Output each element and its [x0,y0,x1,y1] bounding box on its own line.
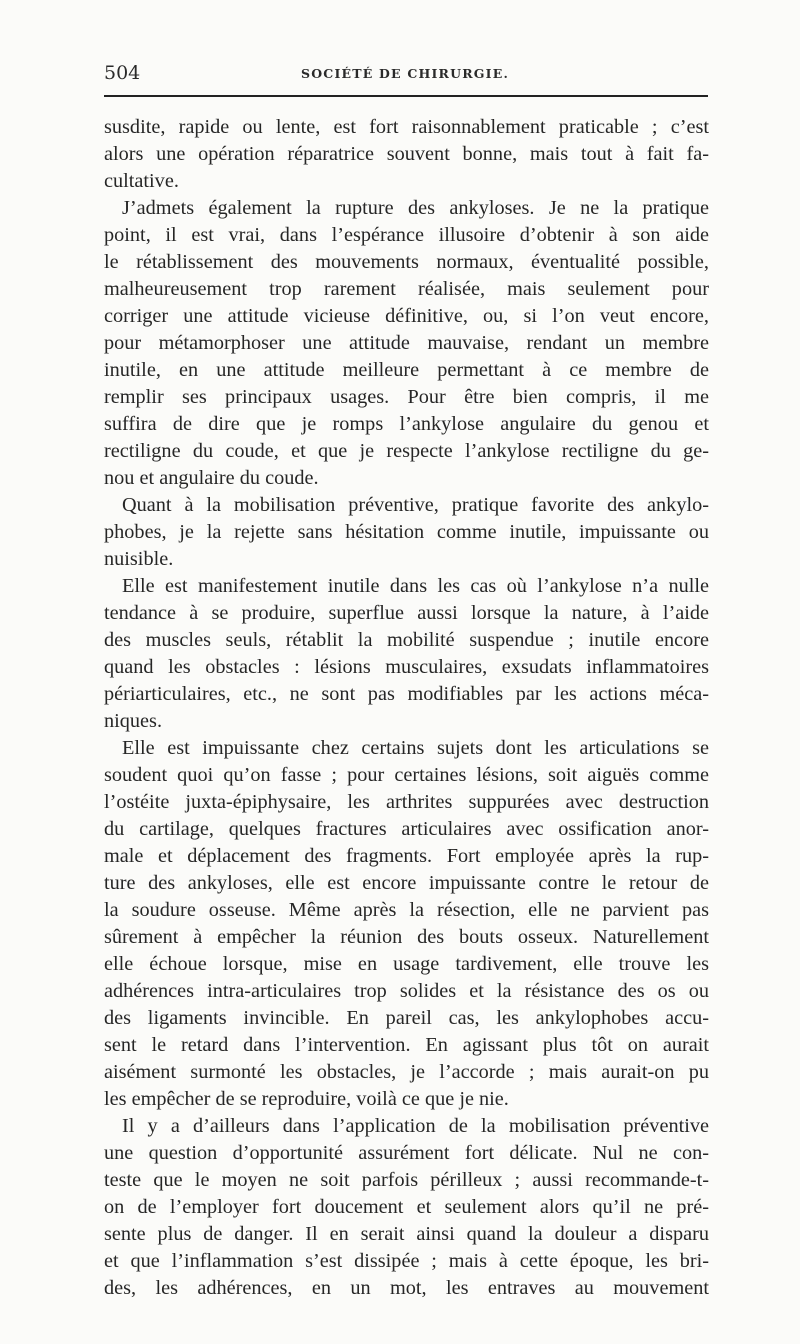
text-line: nuisible. [104,548,174,570]
running-head [104,62,706,86]
text-line: Elle est impuissante chez certains sujets dont les articulations se [122,737,709,759]
text-line: soudent quoi qu’on fasse ; pour certaines lésions, soit aiguës comme [104,764,709,786]
text-line: nou et angulaire du coude. [104,467,319,489]
text-line: point, il est vrai, dans l’espérance illusoire d’obtenir à son aide [104,224,709,246]
text-line: pour métamorphoser une attitude mauvaise, rendant un membre [104,332,709,354]
text-line: susdite, rapide ou lente, est fort raisonnablement praticable ; c’est [104,116,709,138]
text-line: elle échoue lorsque, mise en usage tardivement, elle trouve les [104,953,709,975]
text-line: alors une opération réparatrice souvent bonne, mais tout à fait fa- [104,143,709,165]
text-line: sûrement à empêcher la réunion des bouts osseux. Naturellement [104,926,709,948]
text-line: des ligaments invincible. En pareil cas, les ankylophobes accu- [104,1007,709,1029]
text-line: des, les adhérences, en un mot, les entraves au mouvement [104,1277,709,1299]
text-line: niques. [104,710,163,732]
text-line: sent le retard dans l’intervention. En agissant plus tôt on aurait [104,1034,709,1056]
text-line: tendance à se produire, superflue aussi lorsque la nature, à l’aide [104,602,709,624]
text-line: on de l’employer fort doucement et seulement alors qu’il ne pré- [104,1196,709,1218]
text-line: male et déplacement des fragments. Fort employée après la rup- [104,845,709,867]
text-line: inutile, en une attitude meilleure permettant à ce membre de [104,359,709,381]
text-line: cultative. [104,170,179,192]
text-line: une question d’opportunité assurément fort délicate. Nul ne con- [104,1142,709,1164]
text-line: Quant à la mobilisation préventive, pratique favorite des ankylo- [122,494,709,516]
page-number: 504 [104,62,141,84]
text-line: corriger une attitude vicieuse définitive, ou, si l’on veut encore, [104,305,709,327]
text-line: rectiligne du coude, et que je respecte l’ankylose rectiligne du ge- [104,440,709,462]
text-line: périarticulaires, etc., ne sont pas modifiables par les actions méca- [104,683,709,705]
text-line: suffira de dire que je romps l’ankylose angulaire du genou et [104,413,709,435]
header-rule [104,95,708,97]
text-line: sente plus de danger. Il en serait ainsi quand la douleur a disparu [104,1223,709,1245]
text-line: adhérences intra-articulaires trop solides et la résistance des os ou [104,980,709,1002]
text-line: les empêcher de se reproduire, voilà ce que je nie. [104,1088,509,1110]
text-line: le rétablissement des mouvements normaux, éventualité possible, [104,251,709,273]
body-text [104,114,709,1302]
text-line: phobes, je la rejette sans hésitation comme inutile, impuissante ou [104,521,709,543]
text-line: Il y a d’ailleurs dans l’application de la mobilisation préventive [122,1115,709,1137]
text-line: quand les obstacles : lésions musculaires, exsudats inflammatoires [104,656,709,678]
text-line: J’admets également la rupture des ankyloses. Je ne la pratique [122,197,709,219]
running-title: SOCIÉTÉ DE CHIRURGIE. [300,66,510,81]
text-line: Elle est manifestement inutile dans les cas où l’ankylose n’a nulle [122,575,709,597]
text-line: et que l’inflammation s’est dissipée ; mais à cette époque, les bri- [104,1250,709,1272]
text-line: remplir ses principaux usages. Pour être bien compris, il me [104,386,709,408]
text-line: malheureusement trop rarement réalisée, mais seulement pour [104,278,709,300]
text-line: du cartilage, quelques fractures articulaires avec ossification anor- [104,818,709,840]
text-line: la soudure osseuse. Même après la résection, elle ne parvient pas [104,899,709,921]
text-line: teste que le moyen ne soit parfois périlleux ; aussi recommande-t- [104,1169,709,1191]
text-line: ture des ankyloses, elle est encore impuissante contre le retour de [104,872,709,894]
text-line: l’ostéite juxta-épiphysaire, les arthrites suppurées avec destruction [104,791,709,813]
text-line: aisément surmonté les obstacles, je l’accorde ; mais aurait-on pu [104,1061,709,1083]
text-line: des muscles seuls, rétablit la mobilité suspendue ; inutile encore [104,629,709,651]
